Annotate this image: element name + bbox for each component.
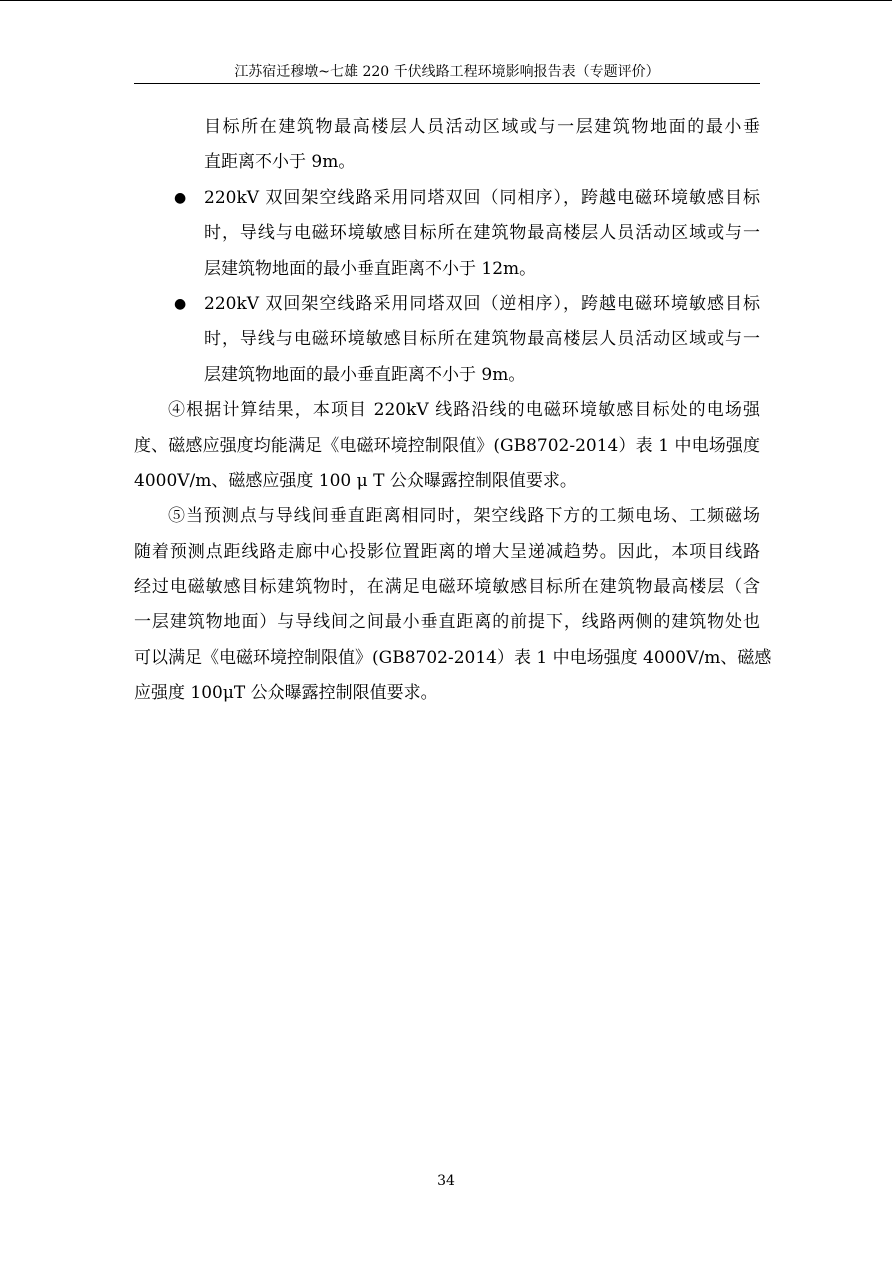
intro-line: 直距离不小于 9m。 — [204, 152, 356, 173]
paragraph-line: 度、磁感应强度均能满足《电磁环境控制限值》(GB8702-2014）表 1 中电场强度 — [134, 435, 760, 456]
page-number: 34 — [437, 1173, 455, 1189]
bullet-line: 层建筑物地面的最小垂直距离不小于 12m。 — [204, 258, 537, 279]
paragraph-line: 应强度 100μT 公众曝露控制限值要求。 — [134, 683, 438, 704]
page-header: 江苏宿迁穆墩~七雄 220 千伏线路工程环境影响报告表（专题评价） — [234, 64, 660, 80]
paragraph-5 — [134, 499, 772, 711]
bullet-line: 层建筑物地面的最小垂直距离不小于 9m。 — [204, 364, 526, 385]
paragraph-4 — [134, 393, 760, 499]
paragraph-line: ④根据计算结果，本项目 220kV 线路沿线的电磁环境敏感目标处的电场强 — [168, 400, 760, 421]
bullet-line — [134, 181, 760, 216]
bullet-item — [134, 181, 760, 287]
document-body — [134, 110, 772, 712]
bullet-text: 220kV 双回架空线路采用同塔双回（同相序），跨越电磁环境敏感目标 — [204, 187, 760, 208]
bullet-line: 时，导线与电磁环境敏感目标所在建筑物最高楼层人员活动区域或与一 — [204, 329, 760, 350]
intro-line: 目标所在建筑物最高楼层人员活动区域或与一层建筑物地面的最小垂 — [204, 117, 760, 137]
page-top-border — [0, 0, 892, 1]
bullet-line: 时，导线与电磁环境敏感目标所在建筑物最高楼层人员活动区域或与一 — [204, 223, 760, 244]
bullet-dot-icon: ● — [174, 189, 187, 206]
bullet-item — [134, 287, 760, 393]
paragraph-line: 可以满足《电磁环境控制限值》(GB8702-2014）表 1 中电场强度 4000V/m、磁感 — [134, 647, 772, 668]
paragraph-line: 一层建筑物地面）与导线间之间最小垂直距离的前提下，线路两侧的建筑物处也 — [134, 612, 760, 633]
bullet-dot-icon: ● — [174, 295, 187, 312]
paragraph-line: 随着预测点距线路走廊中心投影位置距离的增大呈递减趋势。因此，本项目线路 — [134, 541, 760, 562]
header-divider — [134, 83, 760, 84]
paragraph-line: 4000V/m、磁感应强度 100 μ T 公众曝露控制限值要求。 — [134, 470, 577, 491]
paragraph-line: ⑤当预测点与导线间垂直距离相同时，架空线路下方的工频电场、工频磁场 — [168, 506, 760, 527]
bullet-text: 220kV 双回架空线路采用同塔双回（逆相序），跨越电磁环境敏感目标 — [204, 293, 760, 314]
bullet-line — [134, 287, 760, 322]
paragraph-line: 经过电磁敏感目标建筑物时，在满足电磁环境敏感目标所在建筑物最高楼层（含 — [134, 577, 760, 598]
